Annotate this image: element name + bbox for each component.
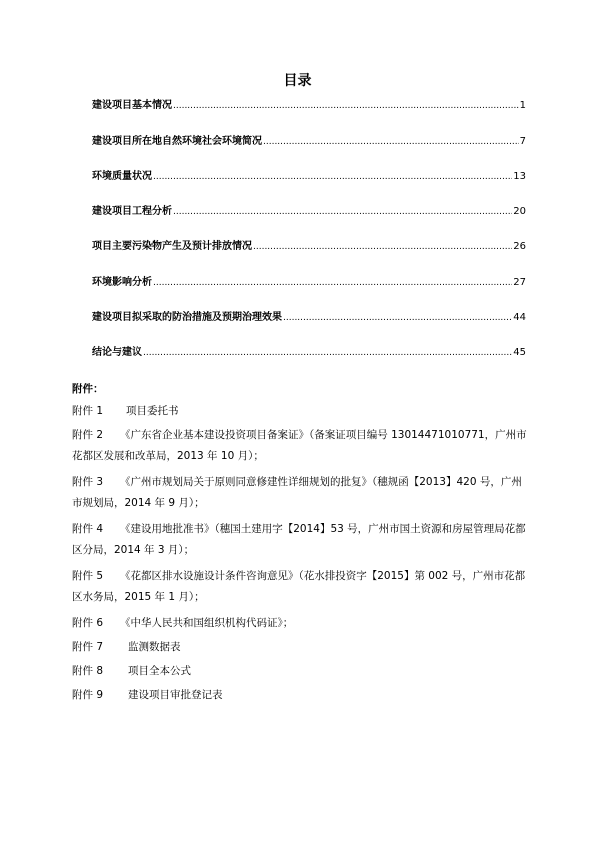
attachment-text: 《中华人民共和国组织机构代码证》；	[120, 617, 294, 629]
toc-entry[interactable]	[92, 346, 526, 360]
toc-entry-label: 建设项目工程分析	[92, 206, 172, 217]
toc-entry-label: 建设项目基本情况	[92, 100, 172, 111]
toc-entry-page: 26	[513, 241, 526, 252]
toc-entry[interactable]	[92, 276, 526, 290]
attachment-item	[72, 661, 528, 682]
attachment-number: 附件 6	[72, 617, 104, 629]
toc-leader-dots	[143, 346, 512, 360]
attachment-number: 附件 5	[72, 570, 104, 582]
toc-entry-label: 环境质量状况	[92, 171, 152, 182]
toc-entry[interactable]	[92, 99, 526, 113]
toc-entry-page: 13	[513, 171, 526, 182]
attachment-item	[72, 613, 528, 634]
attachment-text: 项目委托书	[126, 405, 179, 417]
toc-entry-page: 27	[513, 277, 526, 288]
attachment-text: 监测数据表	[128, 641, 181, 653]
toc-entry[interactable]	[92, 205, 526, 219]
attachment-number: 附件 2	[72, 429, 104, 441]
toc-leader-dots	[253, 240, 512, 254]
toc-entry[interactable]	[92, 311, 526, 325]
attachment-number: 附件 4	[72, 523, 104, 535]
toc-entry-label: 结论与建议	[92, 347, 142, 358]
toc-leader-dots	[173, 99, 519, 113]
toc-entry-label: 环境影响分析	[92, 277, 152, 288]
attachment-text: 《花都区排水设施设计条件咨询意见》（花水排投资字【2015】第 002 号，广州市花都区水务局，2015 年 1 月）；	[72, 570, 526, 603]
attachment-item	[72, 425, 528, 467]
attachment-item	[72, 637, 528, 658]
attachment-text: 《广州市规划局关于原则同意修建性详细规划的批复》（穗规函【2013】420 号，广州市规划局，2014 年 9 月）；	[72, 476, 522, 509]
attachment-number: 附件 8	[72, 665, 104, 677]
attachment-item	[72, 519, 528, 561]
toc-entry[interactable]	[92, 170, 526, 184]
attachment-item	[72, 401, 528, 422]
attachment-item	[72, 566, 528, 608]
attachment-text: 《广东省企业基本建设投资项目备案证》（备案证项目编号 13014471010771，广州市花都区发展和改革局，2013 年 10 月）；	[72, 429, 527, 462]
attachment-text: 项目全本公式	[128, 665, 191, 677]
toc-entry[interactable]	[92, 135, 526, 149]
toc-entry-label: 建设项目拟采取的防治措施及预期治理效果	[92, 312, 282, 323]
attachment-text: 建设项目审批登记表	[128, 689, 223, 701]
attachment-number: 附件 7	[72, 641, 104, 653]
page-title: 目录	[283, 73, 312, 89]
toc-leader-dots	[263, 135, 519, 149]
toc-entry-page: 1	[519, 100, 526, 111]
toc-leader-dots	[153, 276, 512, 290]
attachment-item	[72, 685, 528, 706]
attachment-number: 附件 3	[72, 476, 104, 488]
attachment-item	[72, 472, 528, 514]
toc-entry-page: 20	[513, 206, 526, 217]
toc-entry-page: 45	[513, 347, 526, 358]
attachment-text: 《建设用地批准书》（穗国土建用字【2014】53 号，广州市国土资源和房屋管理局花都区分局，2014 年 3 月）；	[72, 523, 526, 556]
attachments-heading: 附件：	[72, 383, 104, 395]
toc-leader-dots	[153, 170, 512, 184]
toc-entry[interactable]	[92, 240, 526, 254]
attachment-number: 附件 1	[72, 405, 104, 417]
attachment-number: 附件 9	[72, 689, 104, 701]
toc-entry-page: 7	[519, 136, 526, 147]
toc-entry-page: 44	[513, 312, 526, 323]
toc-entry-label: 建设项目所在地自然环境社会环境简况	[92, 136, 262, 147]
toc-leader-dots	[173, 205, 512, 219]
toc-entry-label: 项目主要污染物产生及预计排放情况	[92, 241, 252, 252]
toc-leader-dots	[283, 311, 512, 325]
